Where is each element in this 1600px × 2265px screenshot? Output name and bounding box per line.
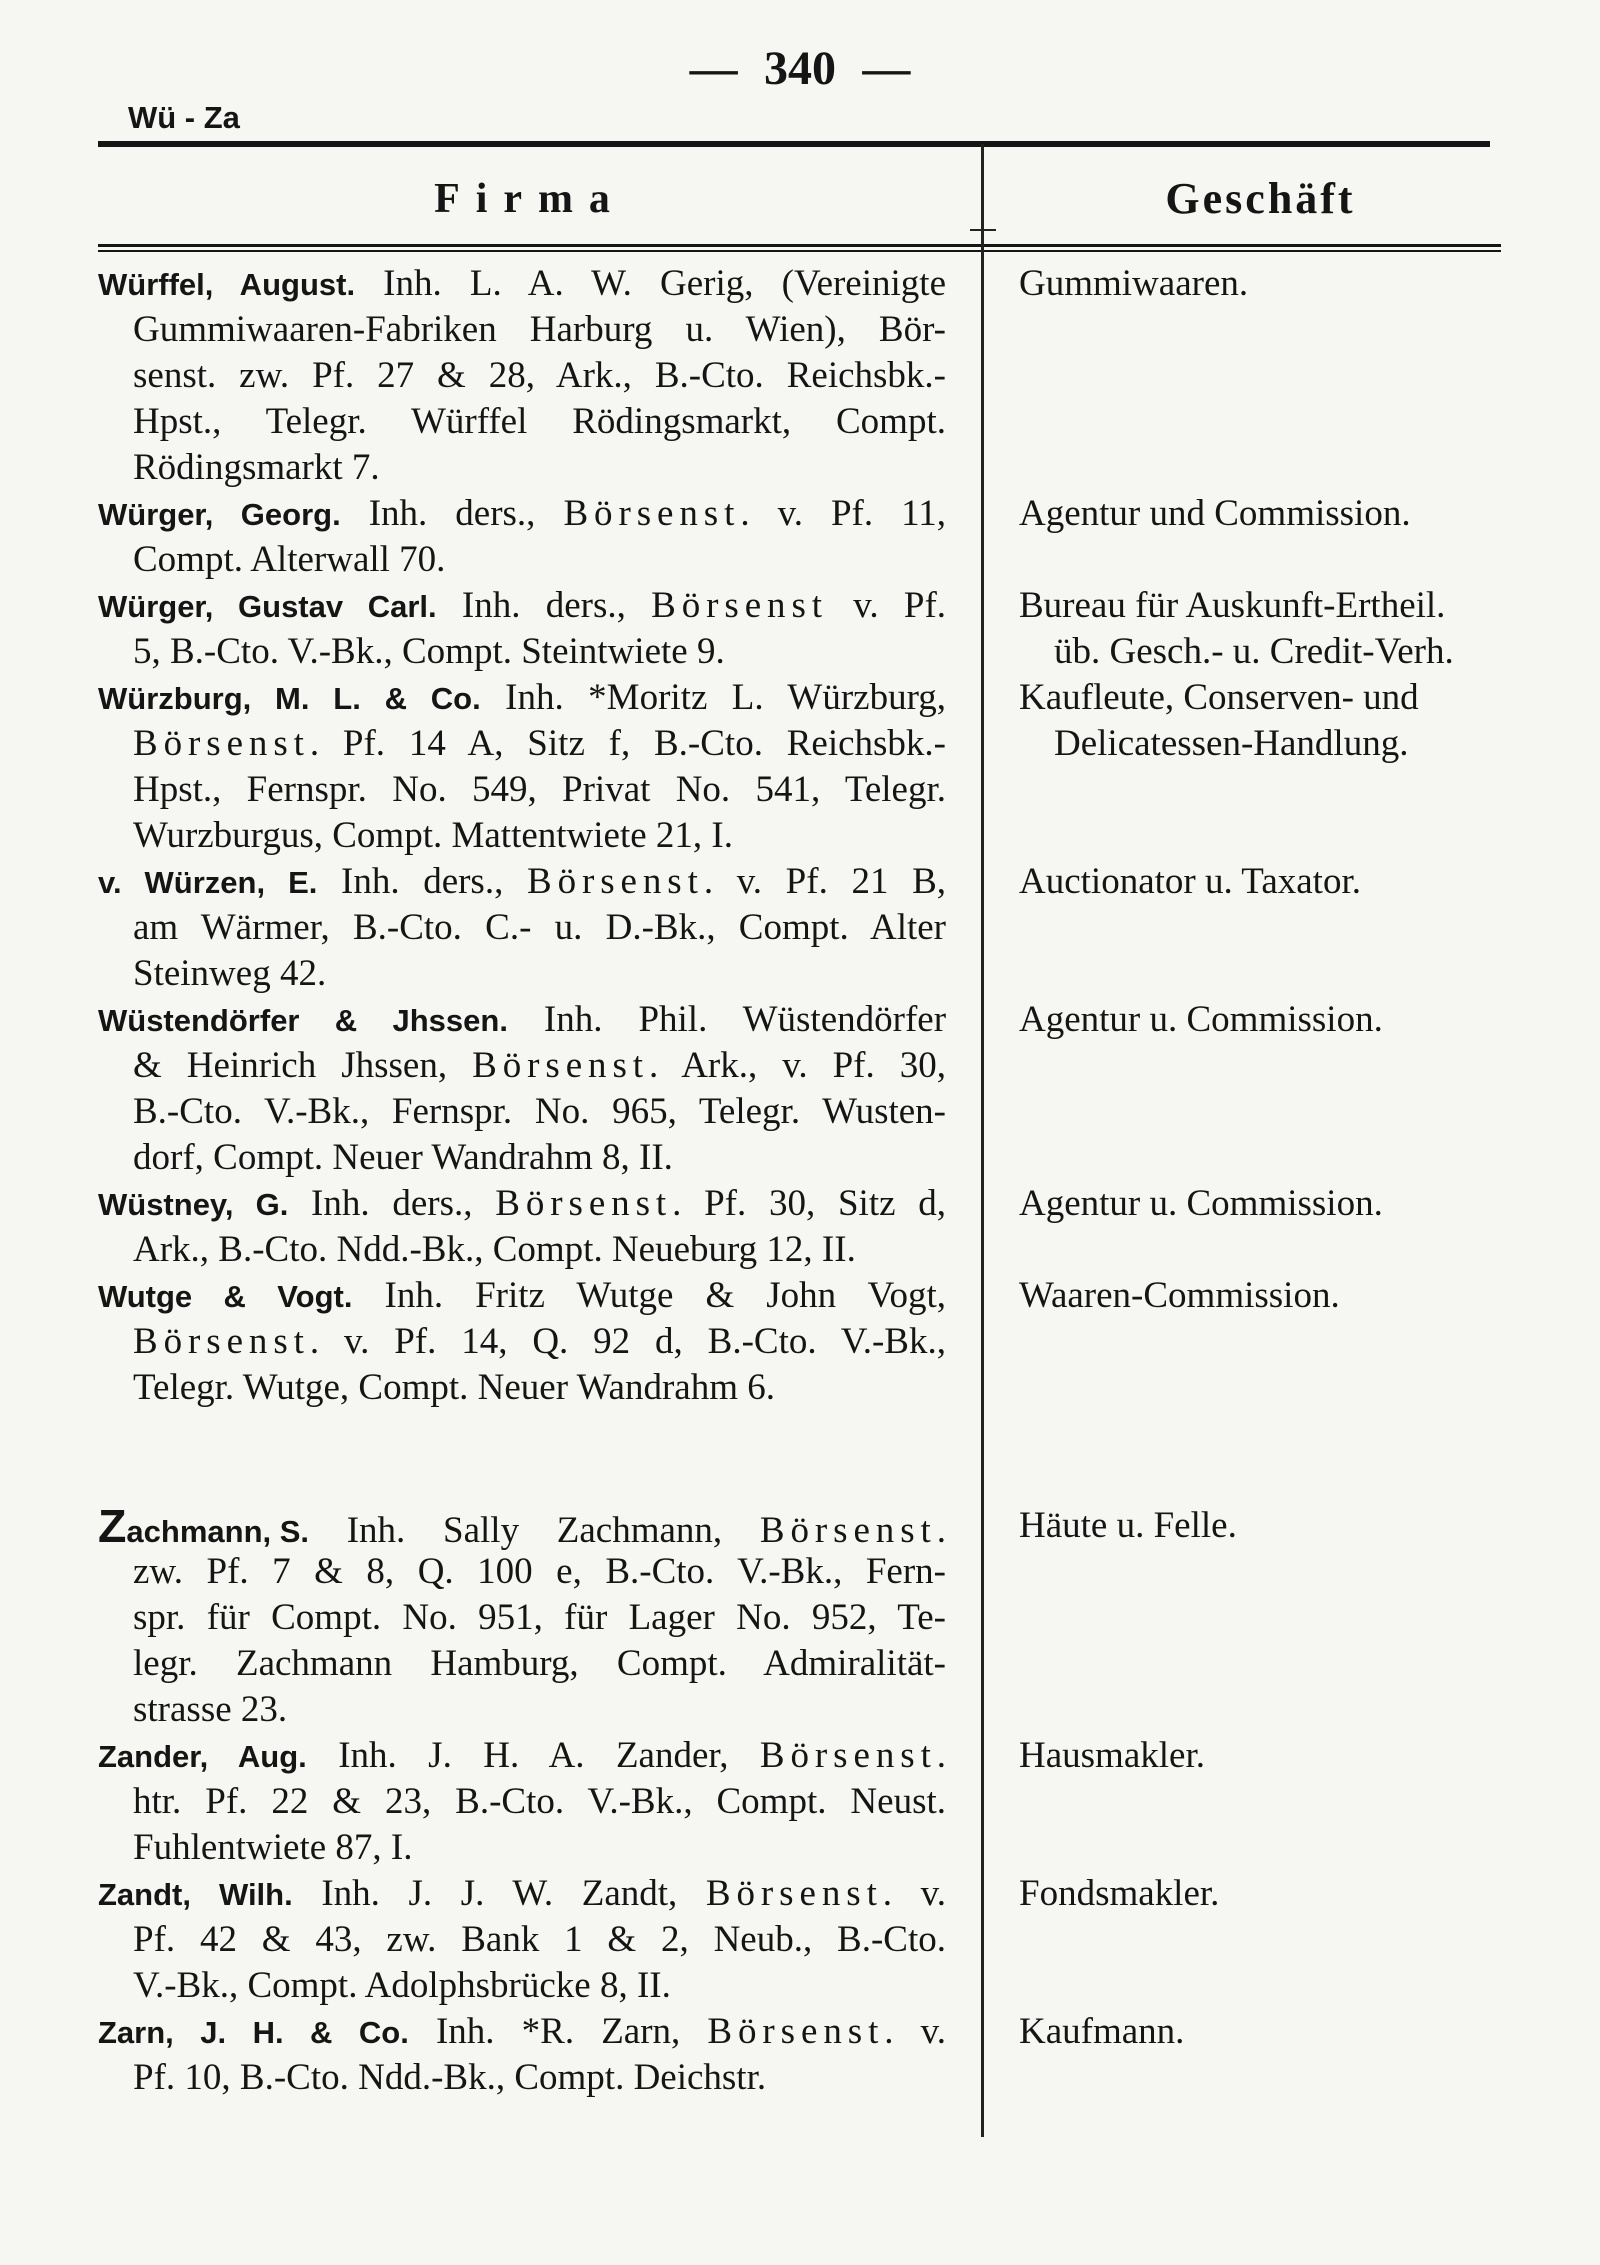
firm-cell <box>98 583 946 675</box>
firm-cell <box>98 859 946 997</box>
entry-line: Gummiwaaren-Fabriken Harburg u. Wien), Bör- <box>133 309 946 350</box>
directory-entry <box>98 2009 1502 2101</box>
entry-line: Steinweg 42. <box>133 953 327 994</box>
entry-text: Inh. Phil. Wüstendörfer <box>543 999 947 1040</box>
business-line: Agentur u. Commission. <box>1019 999 1383 1040</box>
directory-entry <box>98 1733 1502 1871</box>
spaced-word: Börsenst <box>495 1183 673 1224</box>
business-cell <box>1019 997 1502 1181</box>
entry-line <box>98 2009 946 2055</box>
business-line: Agentur und Commission. <box>1019 493 1411 534</box>
spaced-word: Börsenst <box>563 493 741 534</box>
entry-text: Inh. J. J. W. Zandt, Börsenst. v. <box>321 1873 946 1914</box>
business-cell <box>1019 1503 1502 1733</box>
entry-text: Inh. *R. Zarn, Börsenst. v. <box>435 2011 946 2052</box>
column-header-business: Geschäft <box>1165 174 1356 223</box>
spaced-word: Börsenst <box>133 723 310 764</box>
business-cell <box>1019 491 1502 583</box>
entry-line: Hpst., Fernspr. No. 549, Privat No. 541, Telegr. <box>133 769 946 810</box>
divider-tick <box>970 229 996 231</box>
firm-name: Zandt, Wilh. <box>98 1877 293 1912</box>
spaced-word: Börsenst <box>472 1045 649 1086</box>
entry-line: Pf. 10, B.-Cto. Ndd.-Bk., Compt. Deichstr. <box>133 2057 767 2098</box>
entry-text: Inh. ders., Börsenst. Pf. 30, Sitz d, <box>311 1183 946 1224</box>
directory-entry <box>98 491 1502 583</box>
entry-line: am Wärmer, B.-Cto. C.- u. D.-Bk., Compt. Alter <box>133 907 946 948</box>
business-line: Agentur u. Commission. <box>1019 1183 1383 1224</box>
entry-line <box>98 1871 946 1917</box>
firm-cell <box>98 1181 946 1273</box>
directory-entry <box>98 1181 1502 1273</box>
entry-text: Inh. Sally Zachmann, Börsenst. <box>346 1510 947 1551</box>
business-line: Delicatessen-Handlung. <box>1054 723 1409 764</box>
business-line: Kaufleute, Conserven- und <box>1019 677 1419 718</box>
business-cell <box>1019 261 1502 491</box>
column-header-firm: Firma <box>434 176 626 222</box>
entry-line <box>98 1500 947 1552</box>
business-cell <box>1019 1181 1502 1273</box>
business-cell <box>1019 583 1502 675</box>
entry-line <box>98 997 946 1043</box>
top-rule <box>98 141 1490 147</box>
firm-cell <box>98 1733 946 1871</box>
firm-name: Wutge & Vogt. <box>98 1279 353 1314</box>
firm-cell <box>98 261 946 491</box>
business-cell <box>1019 1871 1502 2009</box>
entry-line: Pf. 42 & 43, zw. Bank 1 & 2, Neub., B.-Cto. <box>133 1919 946 1960</box>
entry-line: htr. Pf. 22 & 23, B.-Cto. V.-Bk., Compt. Neust. <box>133 1781 946 1822</box>
firm-cell <box>98 1500 947 1733</box>
entry-line: zw. Pf. 7 & 8, Q. 100 e, B.-Cto. V.-Bk., Fern- <box>133 1551 946 1592</box>
firm-name: Wüstendörfer & Jhssen. <box>98 1003 508 1038</box>
entry-line <box>98 583 946 629</box>
directory-entry <box>98 1871 1502 2009</box>
business-cell <box>1019 859 1502 997</box>
spaced-word: Börsenst <box>707 2011 885 2052</box>
entry-line <box>98 491 946 537</box>
entry-line: legr. Zachmann Hamburg, Compt. Admiralität- <box>133 1643 946 1684</box>
business-line: Auctionator u. Taxator. <box>1019 861 1361 902</box>
firm-cell <box>98 491 946 583</box>
spaced-word: Börsenst <box>651 585 829 626</box>
entry-line <box>98 1733 946 1779</box>
running-head: Wü - Za <box>128 100 240 135</box>
business-line: Häute u. Felle. <box>1019 1505 1237 1546</box>
entry-line: spr. für Compt. No. 951, für Lager No. 952, Te- <box>133 1597 946 1638</box>
firm-name: Wüstney, G. <box>98 1187 289 1222</box>
directory-entries <box>98 261 1502 2101</box>
entry-text: Inh. J. H. A. Zander, Börsenst. <box>338 1735 947 1776</box>
firm-cell <box>98 997 946 1181</box>
spaced-word: Börsenst <box>759 1735 937 1776</box>
business-line: Gummiwaaren. <box>1019 263 1249 304</box>
entry-line: senst. zw. Pf. 27 & 28, Ark., B.-Cto. Reichsbk.- <box>133 355 946 396</box>
entry-line: & Heinrich Jhssen, Börsenst. Ark., v. Pf. 30, <box>133 1045 946 1086</box>
entry-line: 5, B.-Cto. V.-Bk., Compt. Steintwiete 9. <box>133 631 725 672</box>
firm-name: Würzburg, M. L. & Co. <box>98 681 481 716</box>
business-line: Fondsmakler. <box>1019 1873 1220 1914</box>
firm-name: Zarn, J. H. & Co. <box>98 2015 409 2050</box>
firm-name: Würffel, August. <box>98 267 356 302</box>
entry-line: B.-Cto. V.-Bk., Fernspr. No. 965, Telegr. Wusten- <box>133 1091 946 1132</box>
firm-cell <box>98 675 946 859</box>
firm-name: Würger, Gustav Carl. <box>98 589 437 624</box>
entry-line <box>98 859 946 905</box>
entry-text: Inh. *Moritz L. Würzburg, <box>505 677 946 718</box>
entry-text: Inh. ders., Börsenst. v. Pf. 11, <box>368 493 946 534</box>
firm-name: Würger, Georg. <box>98 497 341 532</box>
business-line: üb. Gesch.- u. Credit-Verh. <box>1054 631 1454 672</box>
spaced-word: Börsenst <box>705 1873 883 1914</box>
entry-line: V.-Bk., Compt. Adolphsbrücke 8, II. <box>133 1965 671 2006</box>
entry-line: Ark., B.-Cto. Ndd.-Bk., Compt. Neueburg 12, II. <box>133 1229 856 1270</box>
entry-line: Wurzburgus, Compt. Mattentwiete 21, I. <box>133 815 734 856</box>
directory-entry <box>98 1500 1502 1733</box>
entry-line: Rödingsmarkt 7. <box>133 447 380 488</box>
firm-name: v. Würzen, E. <box>98 865 318 900</box>
entry-text: Inh. Fritz Wutge & John Vogt, <box>384 1275 947 1316</box>
business-line: Waaren-Commission. <box>1019 1275 1340 1316</box>
business-line: Kaufmann. <box>1019 2011 1185 2052</box>
entry-line <box>98 261 946 307</box>
entry-line: Fuhlentwiete 87, I. <box>133 1827 413 1868</box>
entry-text: Inh. ders., Börsenst v. Pf. <box>461 585 947 626</box>
entry-line <box>98 675 946 721</box>
directory-entry <box>98 675 1502 859</box>
directory-entry <box>98 859 1502 997</box>
page-number: — 340 — <box>689 42 911 95</box>
directory-entry <box>98 997 1502 1181</box>
firm-cell <box>98 1871 946 2009</box>
business-line: Bureau für Auskunft-Ertheil. <box>1019 585 1446 626</box>
directory-entry <box>98 1273 1502 1411</box>
firm-name: Zander, Aug. <box>98 1739 307 1774</box>
business-cell <box>1019 675 1502 859</box>
directory-entry <box>98 583 1502 675</box>
header-rule <box>98 244 1501 252</box>
directory-entry <box>98 261 1502 491</box>
entry-line: dorf, Compt. Neuer Wandrahm 8, II. <box>133 1137 673 1178</box>
firm-name: Zachmann, S. <box>98 1500 310 1552</box>
entry-line <box>98 1273 946 1319</box>
spaced-word: Börsenst <box>526 861 704 902</box>
entry-line: Börsenst. Pf. 14 A, Sitz f, B.-Cto. Reichsbk.- <box>133 723 946 764</box>
entry-line: strasse 23. <box>133 1689 288 1730</box>
entry-line: Börsenst. v. Pf. 14, Q. 92 d, B.-Cto. V.-Bk., <box>133 1321 946 1362</box>
firm-cell <box>98 2009 946 2101</box>
firm-cell <box>98 1273 946 1411</box>
entry-line: Hpst., Telegr. Würffel Rödingsmarkt, Compt. <box>133 401 946 442</box>
business-line: Hausmakler. <box>1019 1735 1205 1776</box>
spaced-word: Börsenst <box>759 1510 937 1551</box>
spaced-word: Börsenst <box>133 1321 310 1362</box>
business-cell <box>1019 1273 1502 1411</box>
entry-text: Inh. ders., Börsenst. v. Pf. 21 B, <box>341 861 947 902</box>
entry-line <box>98 1181 946 1227</box>
entry-text: Inh. L. A. W. Gerig, (Vereinigte <box>383 263 946 304</box>
entry-line: Telegr. Wutge, Compt. Neuer Wandrahm 6. <box>133 1367 776 1408</box>
entry-line: Compt. Alterwall 70. <box>133 539 446 580</box>
business-cell <box>1019 1733 1502 1871</box>
business-cell <box>1019 2009 1502 2101</box>
